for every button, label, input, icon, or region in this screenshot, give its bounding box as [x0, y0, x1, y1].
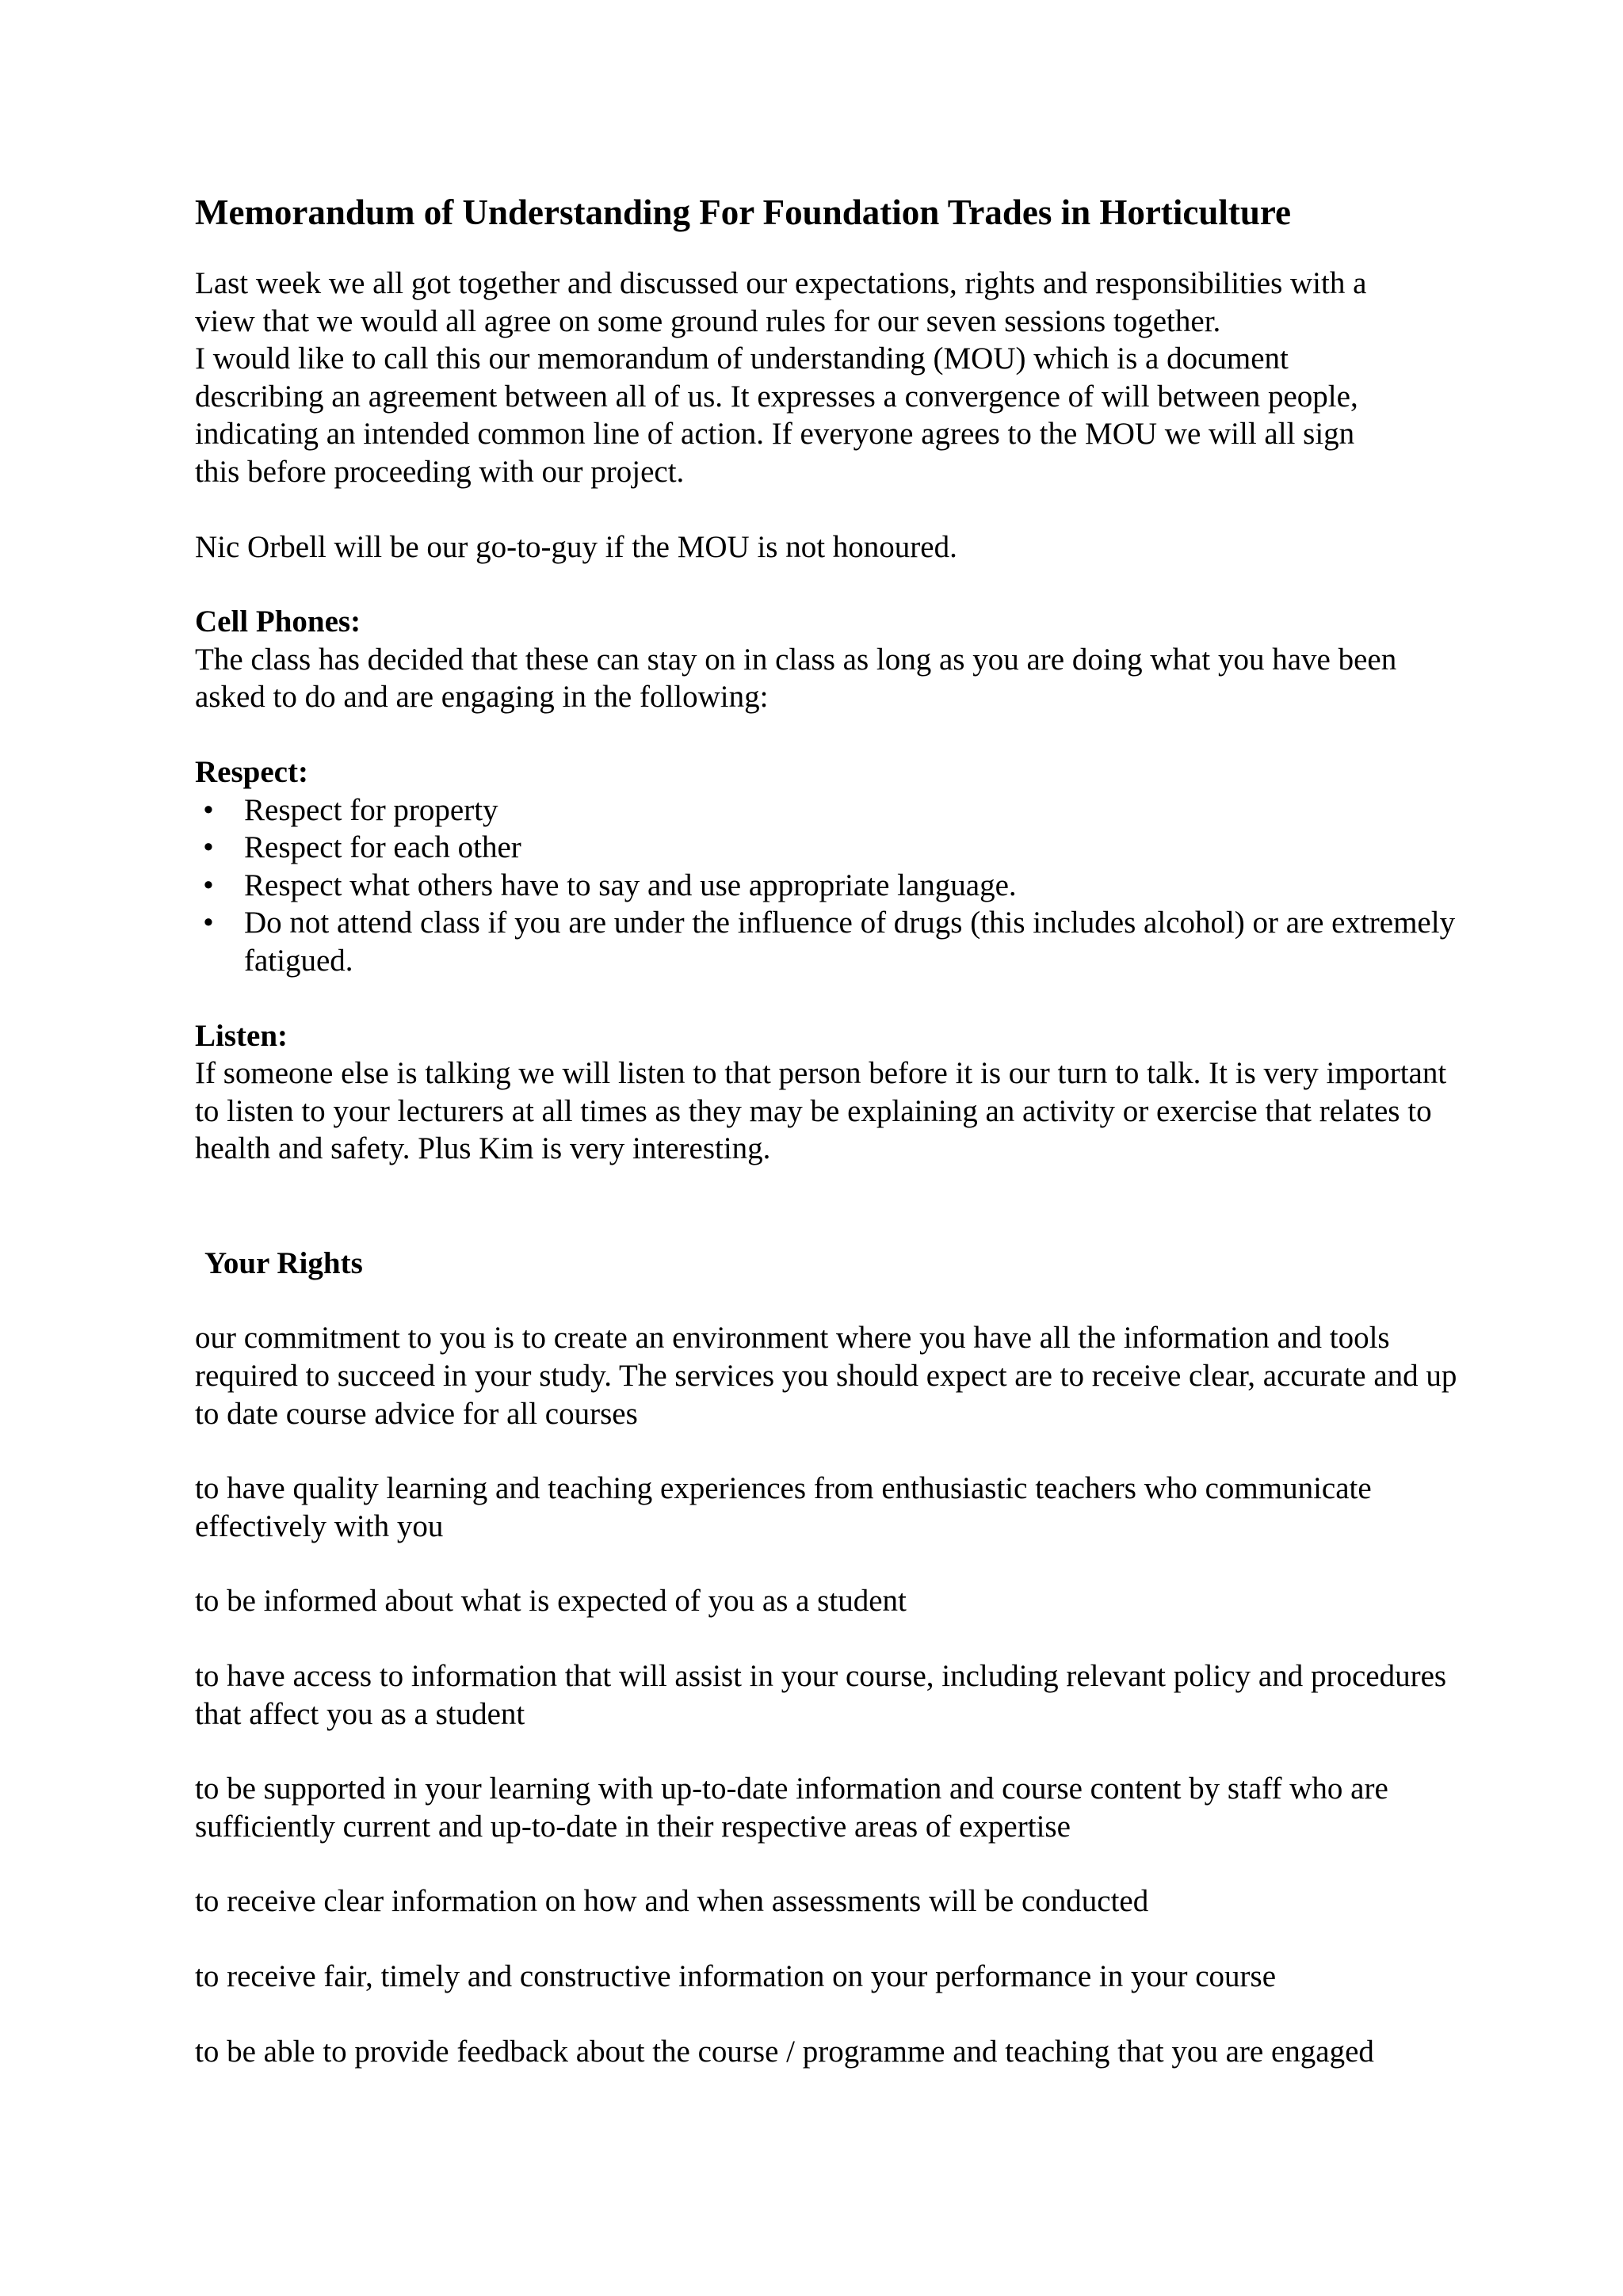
- bullet-icon: •: [203, 792, 214, 827]
- list-item: [195, 904, 1463, 979]
- rights-item: to have quality learning and teaching experiences from enthusiastic teachers who communicate effectively with you: [195, 1471, 1372, 1543]
- rights-item: our commitment to you is to create an environment where you have all the information and tools required to succeed in your study. The services you should expect are to receive clear, accurate and up to date course advice for all courses: [195, 1321, 1457, 1431]
- document-page: [195, 190, 1463, 2107]
- intro-line: describing an agreement between all of us. It expresses a convergence of will between people,: [195, 379, 1358, 414]
- rights-item: to have access to information that will assist in your course, including relevant policy and procedures that affect you as a student: [195, 1659, 1447, 1731]
- intro-line: indicating an intended common line of action. If everyone agrees to the MOU we will all sign: [195, 417, 1355, 452]
- listen-body: If someone else is talking we will listen to that person before it is our turn to talk. It is very important to listen to your lecturers at all times as they may be explaining an activity or exercise that relates to health and safety. Plus Kim is very interesting.: [195, 1056, 1447, 1166]
- intro-line: this before proceeding with our project.: [195, 454, 685, 489]
- listen-section: [195, 1017, 1463, 1168]
- respect-list: [195, 791, 1463, 980]
- cell-phones-section: [195, 603, 1463, 716]
- list-item-text: Respect for each other: [244, 830, 521, 865]
- rights-item: to receive clear information on how and when assessments will be conducted: [195, 1884, 1149, 1919]
- intro-line: Last week we all got together and discussed our expectations, rights and responsibilities with a: [195, 266, 1367, 300]
- rights-item: to receive fair, timely and constructive information on your performance in your course: [195, 1959, 1277, 1993]
- rights-item: to be supported in your learning with up-to-date information and course content by staff who are sufficiently current and up-to-date in their respective areas of expertise: [195, 1772, 1388, 1844]
- your-rights-heading: Your Rights: [204, 1245, 363, 1280]
- respect-heading: Respect:: [195, 754, 308, 789]
- document-title: Memorandum of Understanding For Foundation Trades in Horticulture: [195, 193, 1292, 232]
- list-item-text: Respect for property: [244, 792, 498, 827]
- cell-phones-body: The class has decided that these can stay on in class as long as you are doing what you have been asked to do and are engaging in the following:: [195, 642, 1397, 715]
- bullet-icon: •: [203, 830, 214, 865]
- listen-heading: Listen:: [195, 1018, 288, 1053]
- bullet-icon: •: [203, 868, 214, 902]
- intro-line: I would like to call this our memorandum of understanding (MOU) which is a document: [195, 341, 1289, 376]
- list-item-text: Do not attend class if you are under the influence of drugs (this includes alcohol) or are extremely fatigued.: [244, 906, 1456, 978]
- contact-line: Nic Orbell will be our go-to-guy if the MOU is not honoured.: [195, 529, 957, 564]
- respect-section: [195, 753, 1463, 980]
- intro-paragraph: [195, 265, 1463, 491]
- cell-phones-heading: Cell Phones:: [195, 605, 361, 639]
- list-item: [195, 867, 1463, 905]
- list-item: [195, 829, 1463, 867]
- intro-line: view that we would all agree on some ground rules for our seven sessions together.: [195, 303, 1221, 338]
- list-item-text: Respect what others have to say and use appropriate language.: [244, 868, 1017, 902]
- rights-item: to be able to provide feedback about the course / programme and teaching that you are engaged: [195, 2034, 1374, 2069]
- bullet-icon: •: [203, 906, 214, 940]
- list-item: [195, 791, 1463, 830]
- your-rights-list: [195, 1319, 1463, 2070]
- rights-item: to be informed about what is expected of you as a student: [195, 1584, 907, 1619]
